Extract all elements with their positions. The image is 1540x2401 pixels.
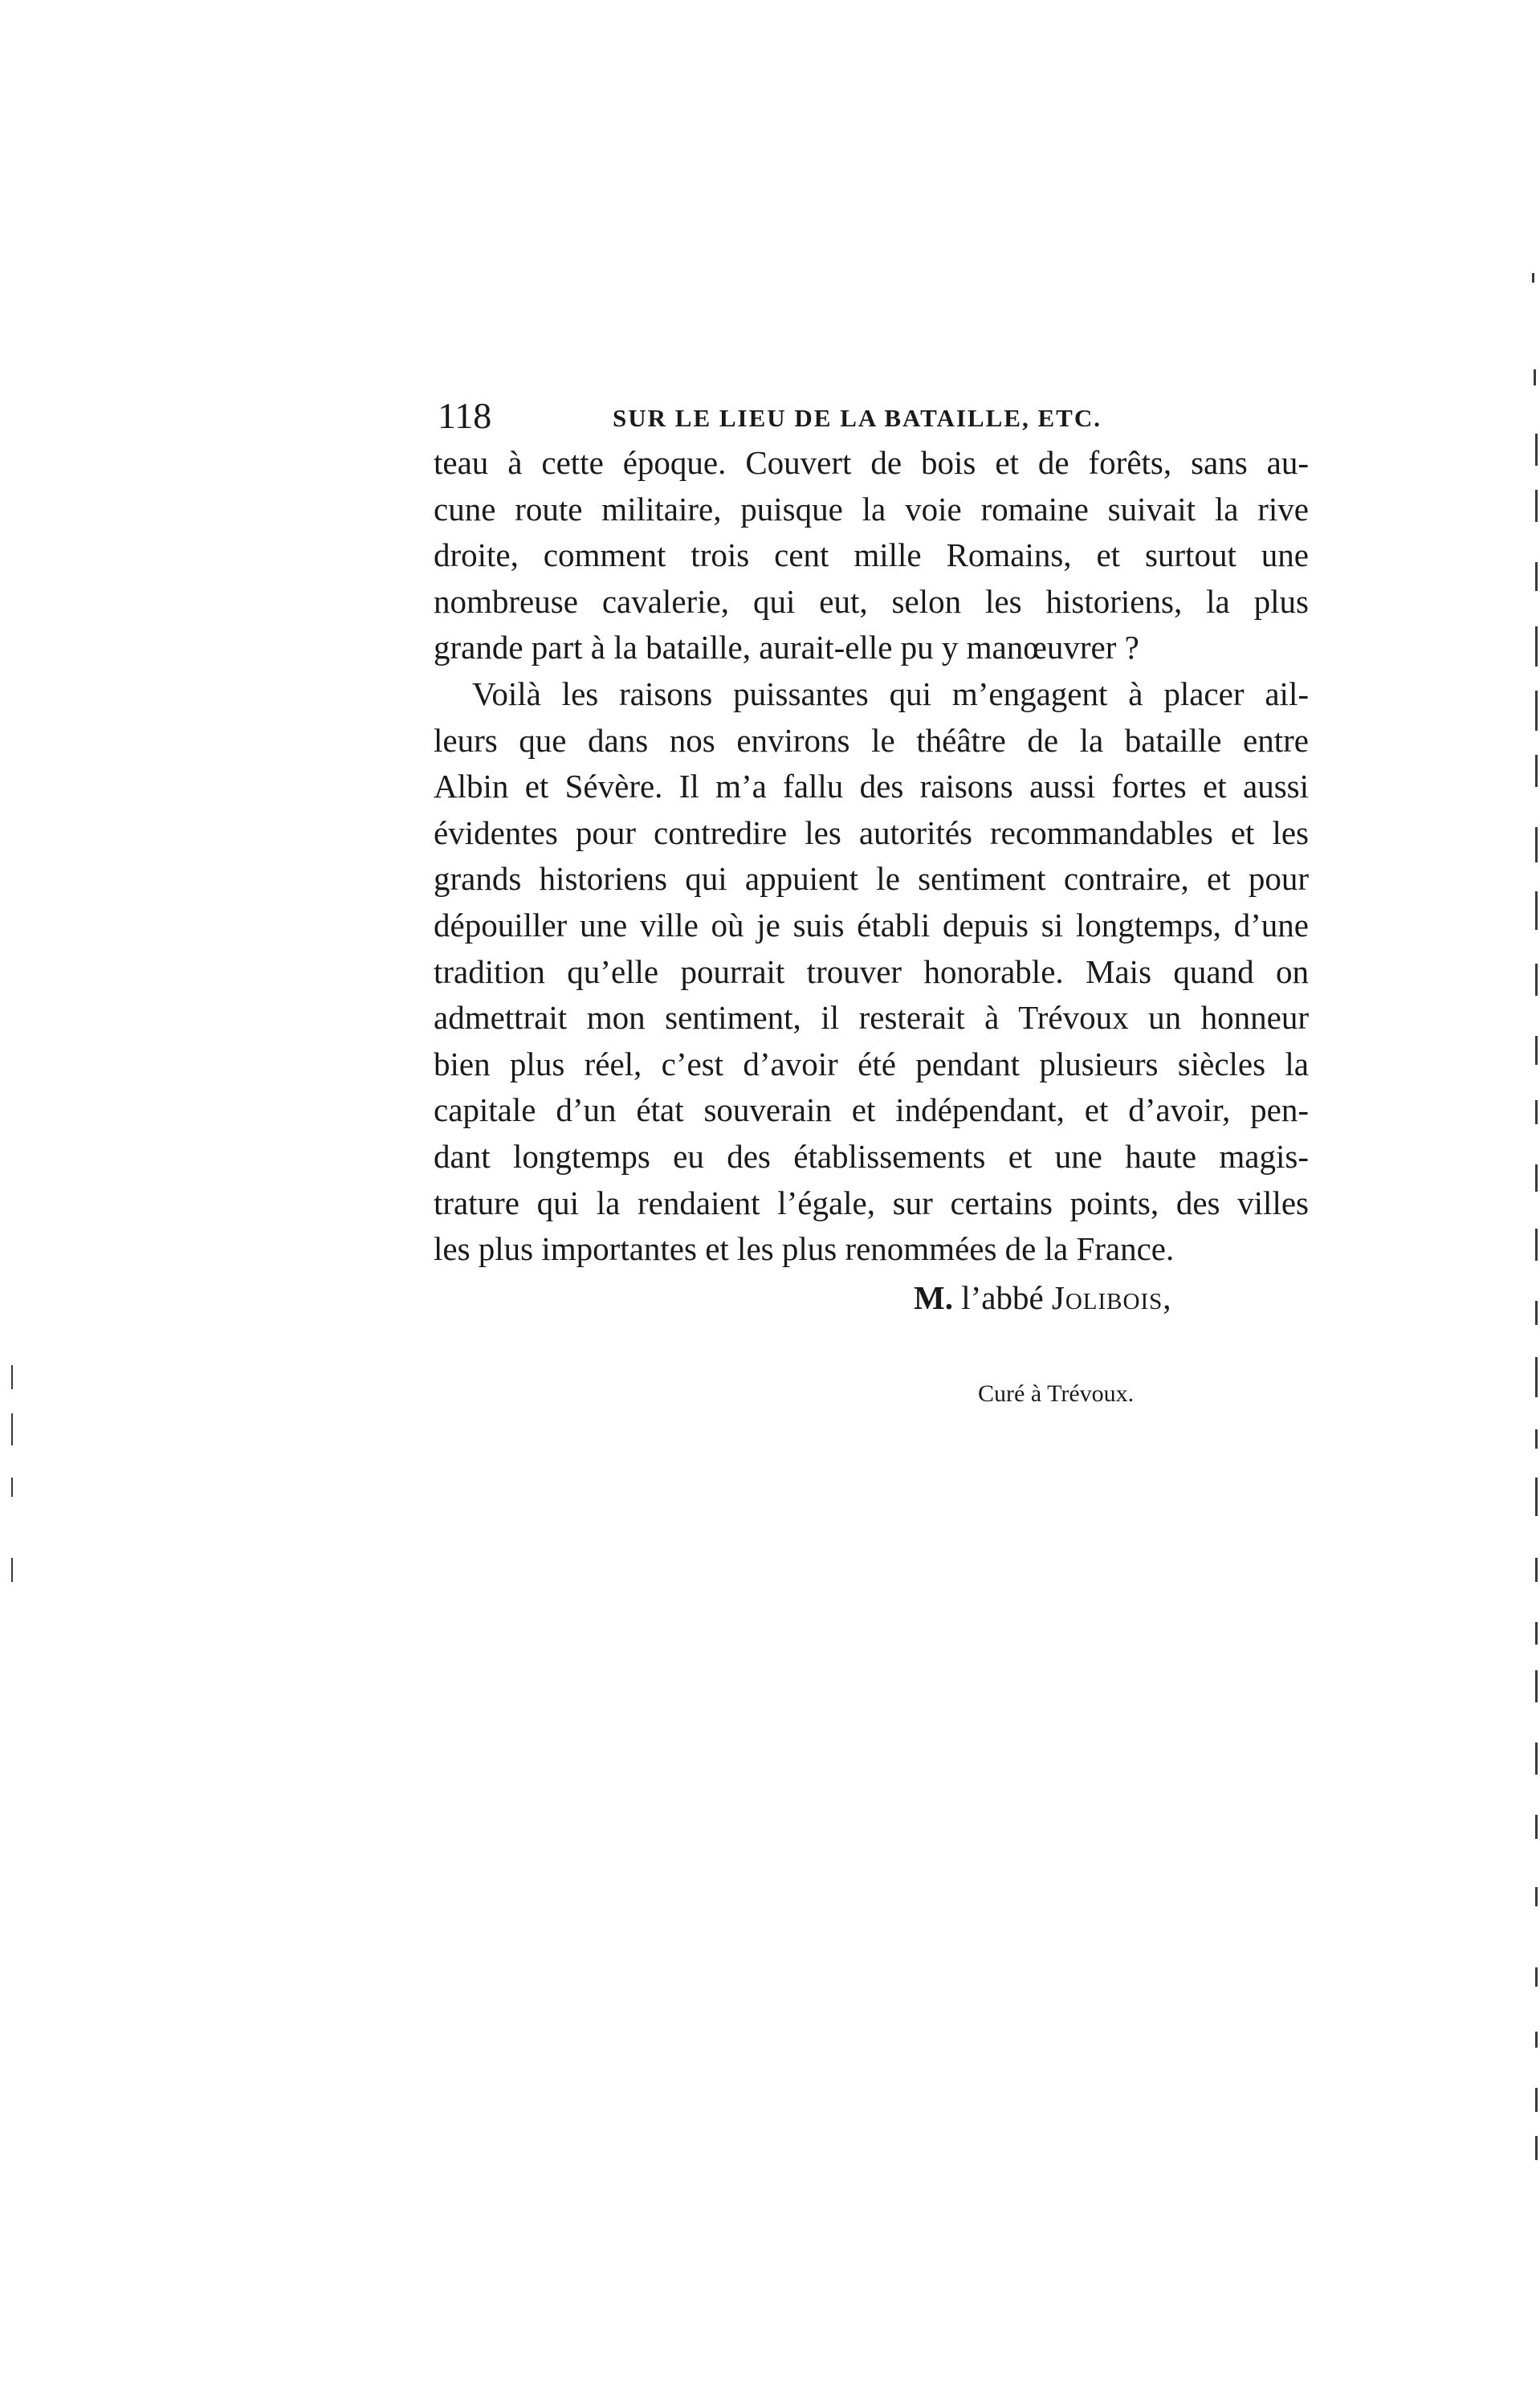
scan-artifact <box>1535 964 1538 996</box>
text-line: cune route militaire, puisque la voie romaine suivait la rive <box>434 490 1309 528</box>
scan-artifact <box>1535 1743 1538 1775</box>
text-line: nombreuse cavalerie, qui eut, selon les historiens, la plus <box>434 582 1309 620</box>
text-line: admettrait mon sentiment, il resterait à Trévoux un honneur <box>434 999 1309 1037</box>
scan-artifact <box>1532 273 1534 283</box>
scan-artifact <box>1535 1670 1538 1702</box>
scan-artifact <box>1535 827 1538 862</box>
scan-artifact <box>1535 691 1538 731</box>
scan-artifact <box>1535 1887 1538 1906</box>
running-head: SUR LE LIEU DE LA BATAILLE, ETC. <box>613 404 1102 432</box>
scan-artifact <box>1535 1429 1538 1449</box>
scan-artifact <box>1535 2136 1538 2160</box>
scan-artifact <box>1535 1967 1538 1987</box>
scan-artifact <box>1535 2088 1538 2112</box>
scan-artifact <box>1535 1622 1538 1645</box>
scan-artifact <box>1535 1229 1538 1261</box>
text-line: grande part à la bataille, aurait-elle pu y manœuvrer ? <box>434 629 1139 666</box>
text-line: bien plus réel, c’est d’avoir été pendant plusieurs siècles la <box>434 1045 1309 1082</box>
text-line: trature qui la rendaient l’égale, sur certains points, des villes <box>434 1184 1309 1221</box>
text-line: tradition qu’elle pourrait trouver honorable. Mais quand on <box>434 952 1309 990</box>
text-line: les plus importantes et les plus renommées de la France. <box>434 1230 1175 1268</box>
scan-artifact <box>1535 1036 1538 1065</box>
scan-artifact <box>1535 490 1538 522</box>
text-line: dépouiller une ville où je suis établi depuis si longtemps, d’une <box>434 906 1309 944</box>
scan-artifact <box>1535 1357 1538 1397</box>
signature-surname: Jolibois, <box>1051 1279 1172 1316</box>
text-line: leurs que dans nos environs le théâtre de la bataille entre <box>434 721 1309 759</box>
scan-artifact <box>1535 562 1538 591</box>
text-line: teau à cette époque. Couvert de bois et de forêts, sans au- <box>434 444 1309 481</box>
scan-artifact <box>1535 626 1538 666</box>
text-line: grands historiens qui appuient le sentiment contraire, et pour <box>434 860 1309 898</box>
signature <box>914 1274 1172 1322</box>
scan-artifact <box>1535 1164 1538 1192</box>
signature-name-part: l’abbé <box>961 1279 1044 1316</box>
text-line: capitale d’un état souverain et indépendant, et d’avoir, pen- <box>434 1091 1309 1129</box>
scan-artifact <box>1535 434 1538 466</box>
text-line: droite, comment trois cent mille Romains, et surtout une <box>434 536 1309 574</box>
text-line: évidentes pour contredire les autorités recommandables et les <box>434 813 1309 851</box>
scan-artifact <box>1535 1478 1538 1516</box>
scan-artifact <box>11 1478 13 1497</box>
page-number: 118 <box>438 395 492 436</box>
text-line: Voilà les raisons puissantes qui m’engagent à placer ail- <box>472 675 1309 712</box>
scan-artifact <box>1535 891 1538 930</box>
text-line: Albin et Sévère. Il m’a fallu des raisons aussi fortes et aussi <box>434 768 1309 805</box>
scan-artifact <box>1535 755 1538 787</box>
scan-artifact <box>11 1413 13 1445</box>
body-text <box>434 440 1309 1273</box>
scan-artifact <box>11 1365 13 1389</box>
page-header <box>438 392 1309 440</box>
scan-artifact <box>1534 369 1536 385</box>
text-line: dant longtemps eu des établissements et une haute magis- <box>434 1137 1309 1175</box>
signature-title: Curé à Trévoux. <box>978 1380 1135 1407</box>
scan-artifact <box>1535 1558 1538 1582</box>
scan-artifact <box>1535 1815 1538 1839</box>
scan-artifact <box>1535 2032 1538 2048</box>
scan-artifact <box>11 1558 13 1582</box>
signature-prefix: M. <box>914 1279 953 1316</box>
scan-artifact <box>1535 1100 1538 1124</box>
scan-artifact <box>1535 1301 1538 1325</box>
